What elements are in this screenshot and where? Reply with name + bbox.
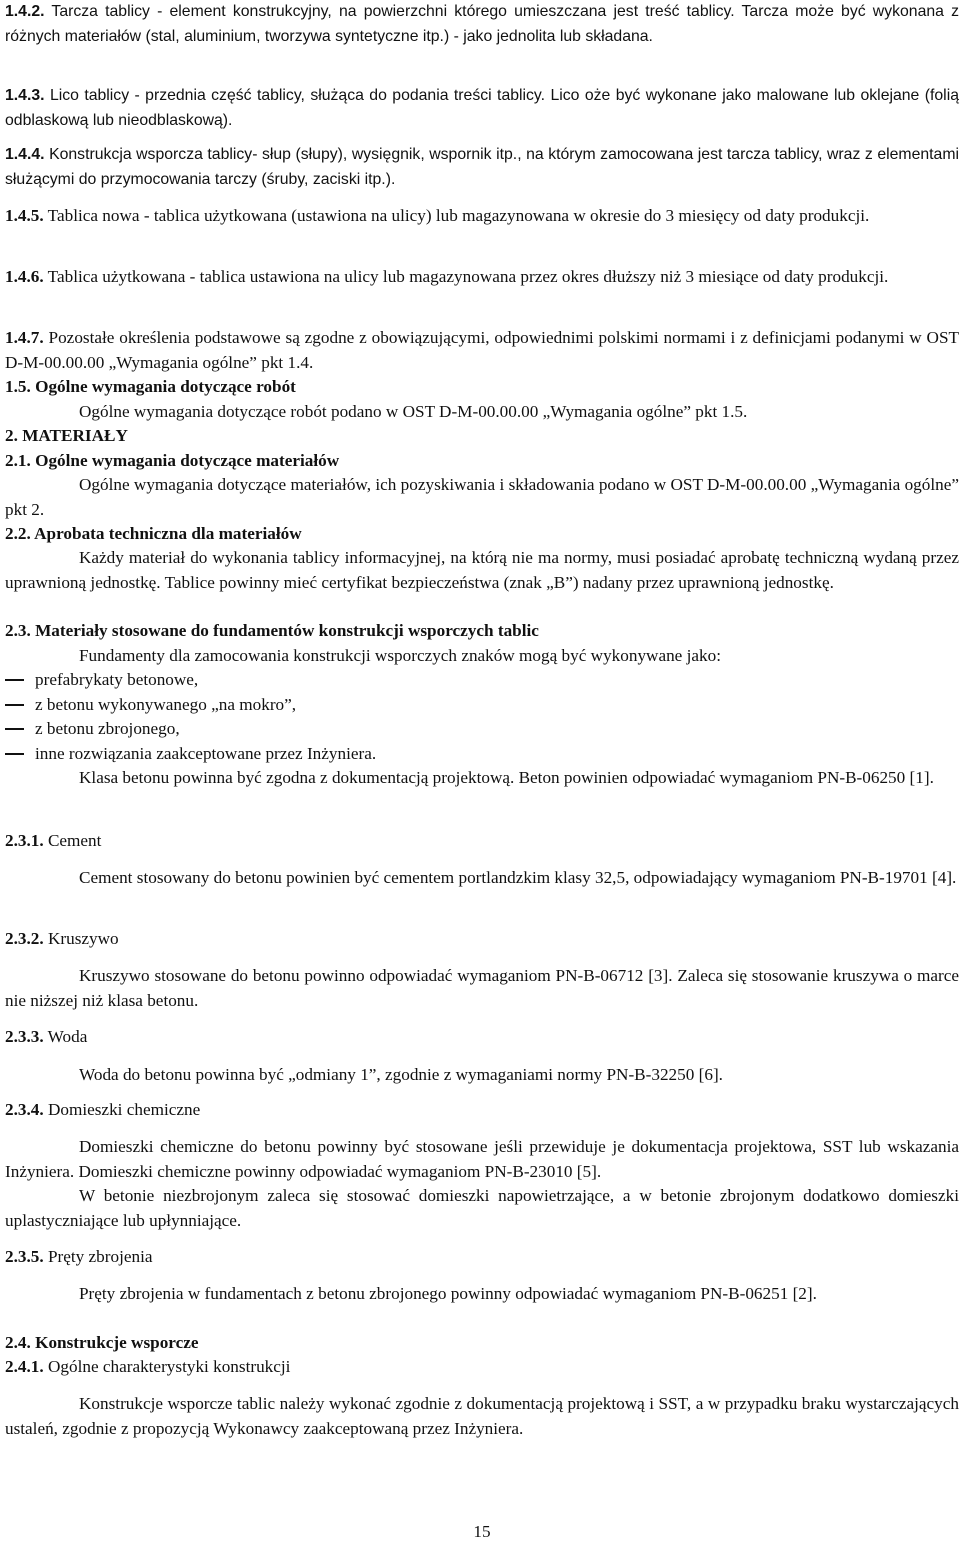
heading-2-3-4: [5, 1098, 959, 1123]
paragraph-2-3-3: Woda do betonu powinna być „odmiany 1”, zgodnie z wymaganiami normy PN-B-32250 [6].: [79, 1065, 723, 1084]
definition-1-4-2: [5, 0, 959, 49]
section-title: Woda: [47, 1027, 88, 1046]
section-title: Materiały stosowane do fundamentów konstrukcji wsporczych tablic: [35, 621, 539, 640]
paragraph-2-3: Fundamenty dla zamocowania konstrukcji wsporczych znaków mogą być wykonywane jako:: [79, 646, 721, 665]
section-number: 2.3.4.: [5, 1100, 44, 1119]
paragraph-2-3-5: Pręty zbrojenia w fundamentach z betonu zbrojonego powinny odpowiadać wymaganiom PN-B-06251 [2].: [79, 1284, 817, 1303]
dash-bullet-icon: [5, 753, 24, 754]
heading-2-2: [5, 522, 959, 547]
section-number: 2.3.1.: [5, 831, 44, 850]
definition-text: Pozostałe określenia podstawowe są zgodne z obowiązującymi, odpowiednimi polskimi normami i z definicjami podanymi w OST D-M-00.00.00 „Wymagania ogólne” pkt 1.4.: [5, 328, 960, 372]
section-title: Aprobata techniczna dla materiałów: [34, 524, 302, 543]
paragraph-2-4-1: Konstrukcje wsporcze tablic należy wykonać zgodnie z dokumentacją projektową i SST, a w przypadku braku wystarczających ustaleń, zgodnie z propozycją Wykonawcy zaakceptowaną przez Inżyniera.: [5, 1394, 959, 1438]
definition-text: Tarcza tablicy - element konstrukcyjny, na powierzchni którego umieszczana jest treść tablicy. Tarcza może być wykonana z różnych materiałów (stal, aluminium, tworzywa syntetyczne itp.) - jako jednolita lub składana.: [5, 3, 959, 45]
list-item: inne rozwiązania zaakceptowane przez Inżyniera.: [5, 742, 705, 767]
list-item: z betonu wykonywanego „na mokro”,: [5, 693, 705, 718]
heading-2-1: [5, 449, 959, 474]
dash-bullet-icon: [5, 679, 24, 680]
heading-2-3-2: [5, 927, 959, 952]
section-number: 2.3.: [5, 621, 31, 640]
list-item: z betonu zbrojonego,: [5, 717, 705, 742]
section-number: 2.2.: [5, 524, 31, 543]
section-number: 2.3.3.: [5, 1027, 44, 1046]
heading-2: [5, 424, 959, 449]
section-number: 2.: [5, 426, 18, 445]
definition-text: Konstrukcja wsporcza tablicy- słup (słupy), wysięgnik, wspornik itp., na którym zamocowana jest tarcza tablicy, wraz z elementami służącymi do przymocowania tarczy (śruby, zaciski itp.).: [5, 146, 959, 188]
definition-1-4-4: [5, 143, 959, 192]
dash-bullet-icon: [5, 728, 24, 729]
section-title: Kruszywo: [47, 929, 119, 948]
definition-text: Tablica nowa - tablica użytkowana (ustawiona na ulicy) lub magazynowana w okresie do 3 miesięcy od daty produkcji.: [47, 206, 870, 225]
section-number: 2.4.1.: [5, 1357, 44, 1376]
list-item: prefabrykaty betonowe,: [5, 668, 705, 693]
section-title: Ogólne charakterystyki konstrukcji: [47, 1357, 291, 1376]
section-number: 1.4.2.: [5, 3, 45, 20]
section-number: 1.4.3.: [5, 87, 45, 104]
dash-bullet-icon: [5, 704, 24, 705]
heading-2-4: [5, 1331, 959, 1356]
section-number: 1.4.6.: [5, 267, 44, 286]
paragraph-2-3-concrete: Klasa betonu powinna być zgodna z dokumentacją projektową. Beton powinien odpowiadać wymaganiom PN-B-06250 [1].: [79, 768, 934, 787]
section-title: Ogólne wymagania dotyczące robót: [35, 377, 296, 396]
section-number: 2.1.: [5, 451, 31, 470]
definition-1-4-6: [5, 265, 959, 290]
section-title: Cement: [47, 831, 102, 850]
section-title: Domieszki chemiczne: [47, 1100, 201, 1119]
definition-1-4-5: [5, 204, 959, 229]
definition-text: Lico tablicy - przednia część tablicy, służąca do podania treści tablicy. Lico oże być wykonane jako malowane lub oklejane (folią odblaskową lub nieodblaskową).: [5, 87, 959, 129]
section-number: 1.4.5.: [5, 206, 44, 225]
page-number: 15: [473, 1522, 491, 1541]
section-number: 2.4.: [5, 1333, 31, 1352]
heading-2-3: [5, 619, 959, 644]
heading-1-5: [5, 375, 959, 400]
paragraph-2-3-1: Cement stosowany do betonu powinien być cementem portlandzkim klasy 32,5, odpowiadający wymaganiom PN-B-19701 [4].: [79, 868, 957, 887]
paragraph-2-2: Każdy materiał do wykonania tablicy informacyjnej, na którą nie ma normy, musi posiadać aprobatę techniczną wydaną przez uprawnioną jednostkę. Tablice powinny mieć certyfikat bezpieczeństwa (znak „B”) nadany przez uprawnioną jednostkę.: [5, 548, 959, 592]
heading-2-3-3: [5, 1025, 959, 1050]
paragraph-2-3-4a: Domieszki chemiczne do betonu powinny być stosowane jeśli przewiduje je dokumentacja projektowa, SST lub wskazania Inżyniera. Domieszki chemiczne powinny odpowiadać wymaganiom PN-B-23010 [5].: [5, 1137, 959, 1181]
paragraph-2-3-4b: W betonie niezbrojonym zaleca się stosować domieszki napowietrzające, a w betonie zbrojonym dodatkowo domieszki uplastyczniające lub upłynniające.: [5, 1186, 959, 1230]
section-title: MATERIAŁY: [22, 426, 128, 445]
section-number: 1.5.: [5, 377, 31, 396]
section-number: 2.3.2.: [5, 929, 44, 948]
section-number: 2.3.5.: [5, 1247, 44, 1266]
definition-text: Tablica użytkowana - tablica ustawiona na ulicy lub magazynowana przez okres dłuższy niż 3 miesiące od daty produkcji.: [47, 267, 889, 286]
heading-2-4-1: [5, 1355, 959, 1380]
paragraph-1-5: Ogólne wymagania dotyczące robót podano w OST D-M-00.00.00 „Wymagania ogólne” pkt 1.5.: [79, 402, 748, 421]
definition-1-4-3: [5, 84, 959, 133]
section-title: Ogólne wymagania dotyczące materiałów: [35, 451, 340, 470]
section-title: Konstrukcje wsporcze: [35, 1333, 199, 1352]
section-number: 1.4.7.: [5, 328, 44, 347]
paragraph-2-1: Ogólne wymagania dotyczące materiałów, ich pozyskiwania i składowania podano w OST D-M-00.00.00 „Wymagania ogólne” pkt 2.: [5, 475, 959, 519]
section-number: 1.4.4.: [5, 146, 45, 163]
heading-2-3-1: [5, 829, 959, 854]
definition-1-4-7: [5, 326, 959, 375]
heading-2-3-5: [5, 1245, 959, 1270]
paragraph-2-3-2: Kruszywo stosowane do betonu powinno odpowiadać wymaganiom PN-B-06712 [3]. Zaleca się stosowanie kruszywa o marce nie niższej niż klasa betonu.: [5, 966, 959, 1010]
section-title: Pręty zbrojenia: [47, 1247, 153, 1266]
